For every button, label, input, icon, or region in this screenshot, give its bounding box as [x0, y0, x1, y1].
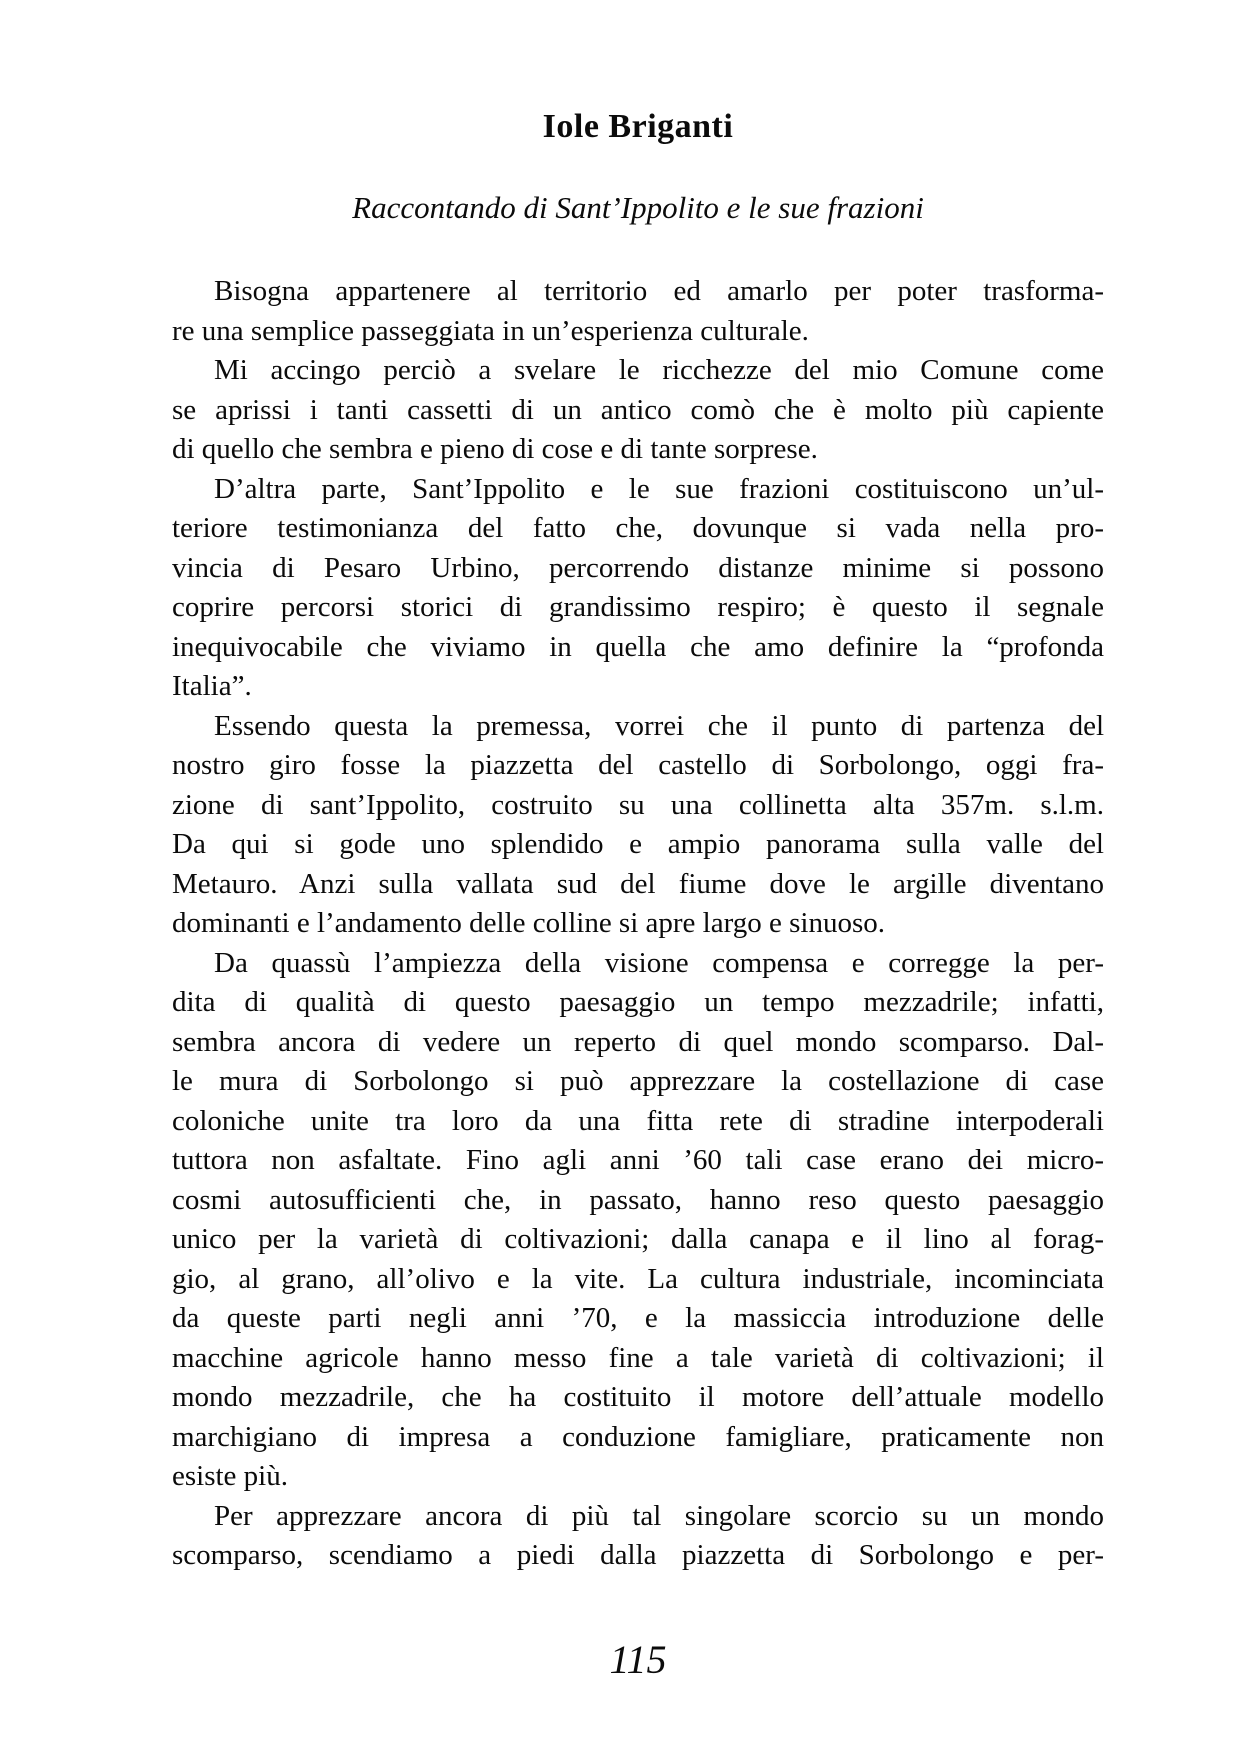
- text-line: le mura di Sorbolongo si può apprezzare la costellazione di case: [172, 1065, 1104, 1097]
- text-line: D’altra parte, Sant’Ippolito e le sue frazioni costituiscono un’ul-: [214, 472, 1104, 505]
- text-line: sembra ancora di vedere un reperto di quel mondo scomparso. Dal-: [172, 1025, 1104, 1058]
- text-line: di quello che sembra e pieno di cose e di tante sorprese.: [172, 433, 818, 465]
- text-line: gio, al grano, all’olivo e la vite. La cultura industriale, incominciata: [172, 1262, 1104, 1295]
- text-line: Bisogna appartenere al territorio ed amarlo per poter trasforma-: [214, 275, 1104, 307]
- text-line: Mi accingo perciò a svelare le ricchezze del mio Comune come: [214, 354, 1104, 386]
- text-line: dominanti e l’andamento delle colline si apre largo e sinuoso.: [172, 907, 885, 939]
- paragraph: [172, 707, 1104, 944]
- text-line: inequivocabile che viviamo in quella che amo definire la “profonda: [172, 630, 1104, 663]
- text-line: cosmi autosufficienti che, in passato, hanno reso questo paesaggio: [172, 1183, 1104, 1216]
- text-line: teriore testimonianza del fatto che, dovunque si vada nella pro-: [172, 512, 1104, 544]
- text-line: mondo mezzadrile, che ha costituito il motore dell’attuale modello: [172, 1381, 1104, 1413]
- text-line: zione di sant’Ippolito, costruito su una collinetta alta 357m. s.l.m.: [172, 788, 1104, 821]
- text-line: re una semplice passeggiata in un’esperienza culturale.: [172, 314, 809, 347]
- text-line: vincia di Pesaro Urbino, percorrendo distanze minime si possono: [172, 551, 1104, 584]
- body-text: [172, 272, 1104, 1576]
- text-line: Metauro. Anzi sulla vallata sud del fiume dove le argille diventano: [172, 867, 1104, 900]
- paragraph: [172, 1497, 1104, 1576]
- text-line: macchine agricole hanno messo fine a tale varietà di coltivazioni; il: [172, 1341, 1104, 1374]
- author-heading: Iole Briganti: [542, 108, 734, 145]
- text-line: scomparso, scendiamo a piedi dalla piazzetta di Sorbolongo e per-: [172, 1539, 1104, 1571]
- paragraph: [172, 470, 1104, 707]
- paragraph: [172, 272, 1104, 351]
- text-line: Essendo questa la premessa, vorrei che il punto di partenza del: [214, 709, 1104, 742]
- text-line: se aprissi i tanti cassetti di un antico comò che è molto più capiente: [172, 393, 1104, 426]
- text-line: marchigiano di impresa a conduzione famigliare, praticamente non: [172, 1420, 1104, 1453]
- page-number: 115: [609, 1637, 667, 1682]
- text-line: nostro giro fosse la piazzetta del castello di Sorbolongo, oggi fra-: [172, 749, 1104, 781]
- text-line: da queste parti negli anni ’70, e la massiccia introduzione delle: [172, 1302, 1104, 1334]
- text-line: tuttora non asfaltate. Fino agli anni ’60 tali case erano dei micro-: [172, 1144, 1104, 1176]
- paragraph: [172, 351, 1104, 470]
- text-line: coprire percorsi storici di grandissimo respiro; è questo il segnale: [172, 591, 1104, 623]
- text-line: Per apprezzare ancora di più tal singolare scorcio su un mondo: [214, 1499, 1104, 1532]
- text-line: unico per la varietà di coltivazioni; dalla canapa e il lino al forag-: [172, 1223, 1104, 1255]
- text-line: esiste più.: [172, 1460, 288, 1492]
- chapter-title: Raccontando di Sant’Ippolito e le sue frazioni: [352, 190, 924, 225]
- text-line: Italia”.: [172, 670, 252, 702]
- text-line: coloniche unite tra loro da una fitta rete di stradine interpoderali: [172, 1104, 1104, 1137]
- paragraph: [172, 944, 1104, 1497]
- text-line: Da quassù l’ampiezza della visione compensa e corregge la per-: [214, 946, 1104, 979]
- text-line: Da qui si gode uno splendido e ampio panorama sulla valle del: [172, 828, 1104, 860]
- text-line: dita di qualità di questo paesaggio un tempo mezzadrile; infatti,: [172, 986, 1104, 1018]
